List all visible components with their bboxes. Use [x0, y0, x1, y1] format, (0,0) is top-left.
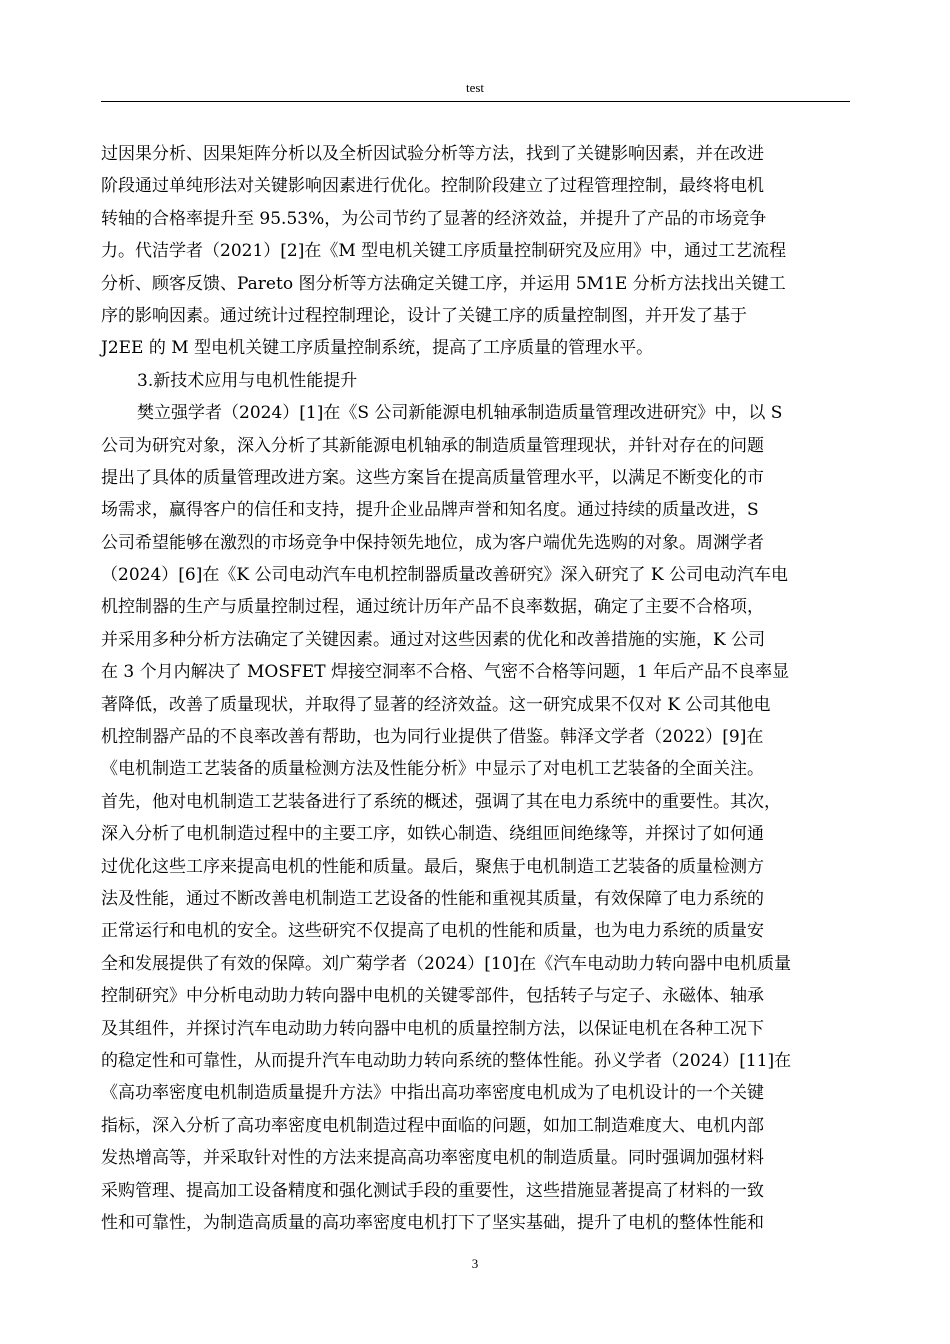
text-line: 《电机制造工艺装备的质量检测方法及性能分析》中显示了对电机工艺装备的全面关注。 — [101, 759, 764, 780]
running-header: test — [465, 80, 485, 95]
text-line: 性和可靠性，为制造高质量的高功率密度电机打下了坚实基础，提升了电机的整体性能和 — [101, 1212, 764, 1233]
text-line: 序的影响因素。通过统计过程控制理论，设计了关键工序的质量控制图，并开发了基于 — [101, 305, 747, 326]
text-line: 力。代洁学者（2021）[2]在《M 型电机关键工序质量控制研究及应用》中，通过工艺流程 — [101, 241, 787, 262]
text-line: 阶段通过单纯形法对关键影响因素进行优化。控制阶段建立了过程管理控制，最终将电机 — [101, 176, 764, 197]
text-line: 在 3 个月内解决了 MOSFET 焊接空洞率不合格、气密不合格等问题，1 年后产品不良率显 — [101, 662, 790, 683]
text-line: 提出了具体的质量管理改进方案。这些方案旨在提高质量管理水平，以满足不断变化的市 — [101, 467, 764, 488]
text-line: 的稳定性和可靠性，从而提升汽车电动助力转向系统的整体性能。孙义学者（2024）[11]在 — [101, 1050, 792, 1071]
page-number: 3 — [471, 1256, 479, 1271]
text-line: 并采用多种分析方法确定了关键因素。通过对这些因素的优化和改善措施的实施，K 公司 — [101, 629, 766, 650]
text-line: 及其组件，并探讨汽车电动助力转向器中电机的质量控制方法，以保证电机在各种工况下 — [101, 1018, 764, 1039]
text-line: 指标，深入分析了高功率密度电机制造过程中面临的问题，如加工制造难度大、电机内部 — [101, 1115, 764, 1136]
text-line: 正常运行和电机的安全。这些研究不仅提高了电机的性能和质量，也为电力系统的质量安 — [101, 921, 764, 942]
text-line: 全和发展提供了有效的保障。刘广菊学者（2024）[10]在《汽车电动助力转向器中电机质量 — [101, 953, 792, 974]
text-line: 转轴的合格率提升至 95.53%，为公司节约了显著的经济效益，并提升了产品的市场竞争 — [101, 208, 767, 229]
text-line: 首先，他对电机制造工艺装备进行了系统的概述，强调了其在电力系统中的重要性。其次， — [101, 791, 781, 812]
section-heading: 3.新技术应用与电机性能提升 — [137, 370, 358, 391]
body-text — [101, 138, 850, 1239]
text-line: 场需求，赢得客户的信任和支持，提升企业品牌声誉和知名度。通过持续的质量改进，S — [101, 500, 759, 521]
text-line: 发热增高等，并采取针对性的方法来提高高功率密度电机的制造质量。同时强调加强材料 — [101, 1148, 764, 1169]
text-line: J2EE 的 M 型电机关键工序质量控制系统，提高了工序质量的管理水平。 — [101, 338, 654, 359]
text-line: （2024）[6]在《K 公司电动汽车电机控制器质量改善研究》深入研究了 K 公司电动汽车电 — [101, 565, 788, 586]
text-line: 采购管理、提高加工设备精度和强化测试手段的重要性，这些措施显著提高了材料的一致 — [101, 1180, 764, 1201]
text-line: 过因果分析、因果矩阵分析以及全析因试验分析等方法，找到了关键影响因素，并在改进 — [101, 144, 764, 164]
text-line: 著降低，改善了质量现状，并取得了显著的经济效益。这一研究成果不仅对 K 公司其他电 — [101, 694, 771, 715]
text-line: 公司希望能够在激烈的市场竞争中保持领先地位，成为客户端优先选购的对象。周渊学者 — [101, 532, 764, 553]
text-line: 机控制器产品的不良率改善有帮助，也为同行业提供了借鉴。韩泽文学者（2022）[9]在 — [101, 727, 764, 748]
text-line: 《高功率密度电机制造质量提升方法》中指出高功率密度电机成为了电机设计的一个关键 — [101, 1083, 764, 1104]
text-line: 樊立强学者（2024）[1]在《S 公司新能源电机轴承制造质量管理改进研究》中，以 S — [137, 403, 783, 424]
text-line: 控制研究》中分析电动助力转向器中电机的关键零部件，包括转子与定子、永磁体、轴承 — [101, 986, 764, 1007]
text-line: 分析、顾客反馈、Pareto 图分析等方法确定关键工序，并运用 5M1E 分析方法找出关键工 — [101, 273, 786, 294]
text-line: 公司为研究对象，深入分析了其新能源电机轴承的制造质量管理现状，并针对存在的问题 — [101, 435, 764, 456]
text-line: 机控制器的生产与质量控制过程，通过统计历年产品不良率数据，确定了主要不合格项， — [101, 597, 764, 618]
header-divider — [101, 101, 850, 102]
text-line: 深入分析了电机制造过程中的主要工序，如铁心制造、绕组匝间绝缘等，并探讨了如何通 — [101, 824, 764, 845]
text-line: 过优化这些工序来提高电机的性能和质量。最后，聚焦于电机制造工艺装备的质量检测方 — [101, 856, 764, 877]
text-line: 法及性能，通过不断改善电机制造工艺设备的性能和重视其质量，有效保障了电力系统的 — [101, 888, 764, 909]
